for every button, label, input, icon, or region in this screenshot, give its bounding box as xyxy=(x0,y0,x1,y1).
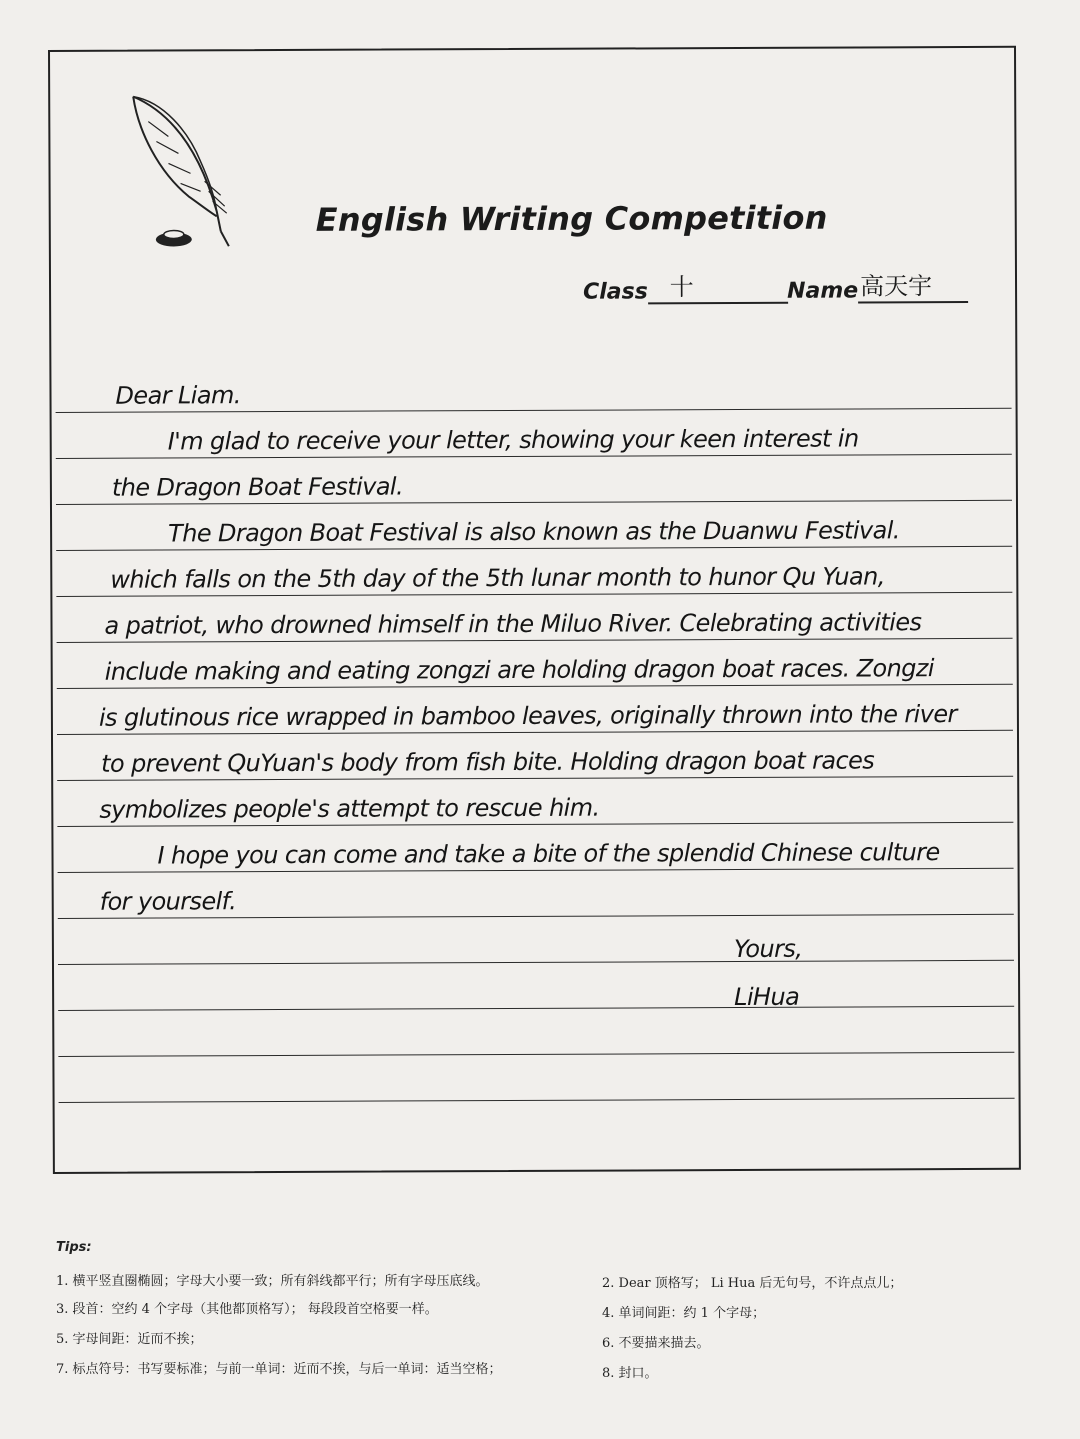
letter-line: I'm glad to receive your letter, showing your keen interest in xyxy=(167,424,859,456)
letter-line: the Dragon Boat Festival. xyxy=(111,472,404,502)
tips-section xyxy=(56,1240,1036,1381)
tips-title: Tips: xyxy=(56,1240,92,1255)
letter-line: The Dragon Boat Festival is also known as the Duanwu Festival. xyxy=(168,516,900,548)
ruled-line xyxy=(58,960,1014,965)
ruled-line xyxy=(58,1052,1014,1057)
letter-signature: LiHua xyxy=(734,982,800,1012)
letter-line: to prevent QuYuan's body from fish bite. Holding dragon boat races xyxy=(101,746,875,778)
class-value: 十 xyxy=(648,267,788,305)
name-value: 高天宇 xyxy=(858,266,968,303)
ruled-line xyxy=(59,1098,1015,1103)
tip-item: 1. 横平竖直圈椭圆；字母大小要一致；所有斜线都平行；所有字母压底线。 xyxy=(56,1274,489,1289)
letter-line: which falls on the 5th day of the 5th lunar month to hunor Qu Yuan, xyxy=(110,562,885,594)
class-field xyxy=(583,267,788,305)
letter-line: is glutinous rice wrapped in bamboo leaves, originally thrown into the river xyxy=(98,700,957,732)
writing-sheet xyxy=(48,46,1021,1174)
letter-line: symbolizes people's attempt to rescue him. xyxy=(99,793,600,824)
name-field xyxy=(787,266,968,304)
tip-item: 4. 单词间距：约 1 个字母； xyxy=(602,1306,766,1321)
tip-item: 6. 不要描来描去。 xyxy=(602,1336,710,1351)
letter-closing: Yours, xyxy=(733,934,803,964)
tip-item: 8. 封口。 xyxy=(602,1366,658,1381)
tip-item: 2. Dear 顶格写； Li Hua 后无句号，不许点点儿； xyxy=(602,1276,903,1291)
letter-line: include making and eating zongzi are holding dragon boat races. Zongzi xyxy=(104,654,934,686)
letter-line: a patriot, who drowned himself in the Miluo River. Celebrating activities xyxy=(104,608,922,640)
tip-item: 7. 标点符号：书写要标准；与前一单词：近而不挨，与后一单词：适当空格； xyxy=(56,1362,502,1377)
page-title: English Writing Competition xyxy=(315,198,828,239)
quill-pen-icon xyxy=(128,91,239,251)
tip-item: 5. 字母间距：近而不挨； xyxy=(56,1332,203,1347)
letter-line: I hope you can come and take a bite of the splendid Chinese culture xyxy=(157,838,940,870)
name-label: Name xyxy=(787,278,859,304)
letter-line: for yourself. xyxy=(99,887,237,916)
class-label: Class xyxy=(583,279,648,305)
ruled-line xyxy=(58,1006,1014,1011)
tip-item: 3. 段首：空约 4 个字母（其他都顶格写）； 每段段首空格要一样。 xyxy=(56,1302,438,1317)
letter-line: Dear Liam. xyxy=(115,381,241,410)
